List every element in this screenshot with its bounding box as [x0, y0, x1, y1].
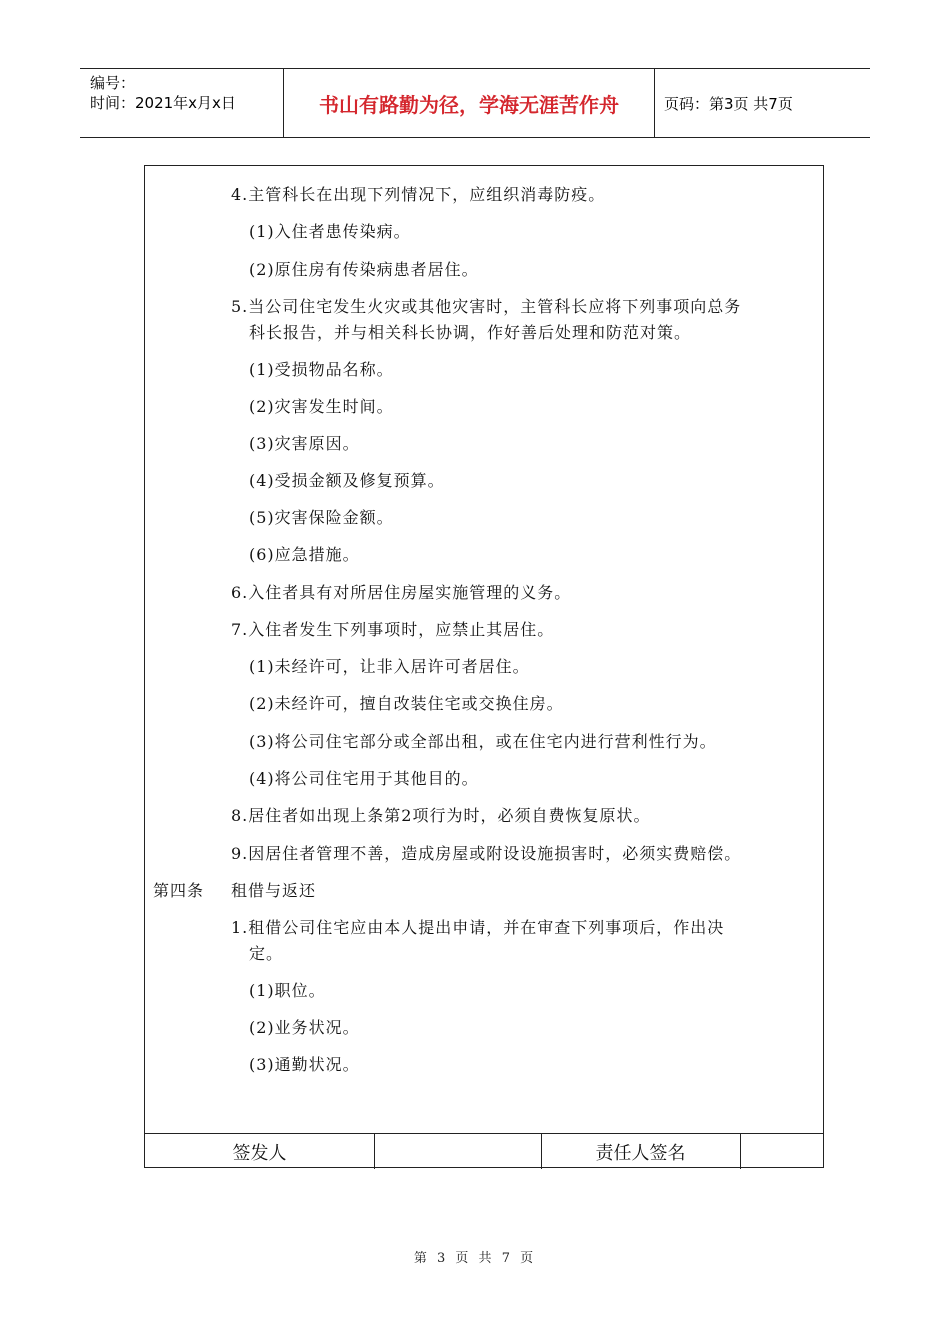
text-line: (1)未经许可，让非入居许可者居住。 — [249, 657, 530, 676]
text-line: (2)未经许可，擅自改装住宅或交换住房。 — [249, 694, 564, 713]
issuer-label: 签发人 — [232, 1142, 287, 1164]
text-line: (3)通勤状况。 — [249, 1055, 360, 1074]
header-page-label: 页码：第3页 共7页 — [664, 95, 793, 113]
header-meta — [90, 73, 280, 113]
text-line: 5.当公司住宅发生火灾或其他灾害时，主管科长应将下列事项向总务 — [231, 297, 742, 316]
page-footer: 第 3 页 共 7 页 — [413, 1251, 537, 1266]
responsible-field[interactable] — [741, 1134, 823, 1169]
text-line: 4.主管科长在出现下列情况下，应组织消毒防疫。 — [231, 185, 606, 204]
text-line: 8.居住者如出现上条第2项行为时，必须自费恢复原状。 — [231, 806, 651, 825]
text-line: (1)入住者患传染病。 — [249, 222, 411, 241]
text-line: (4)受损金额及修复预算。 — [249, 471, 445, 490]
text-line: (3)灾害原因。 — [249, 434, 360, 453]
text-line: (2)业务状况。 — [249, 1018, 360, 1037]
text-line: 7.入住者发生下列事项时，应禁止其居住。 — [231, 620, 555, 639]
text-line: 1.租借公司住宅应由本人提出申请，并在审查下列事项后，作出决 — [231, 918, 725, 937]
text-line: (4)将公司住宅用于其他目的。 — [249, 769, 479, 788]
page-header — [80, 68, 870, 138]
text-line: (5)灾害保险金额。 — [249, 508, 394, 527]
text-line: 定。 — [249, 944, 284, 963]
article-title: 租借与返还 — [231, 881, 317, 900]
text-line: 科长报告，并与相关科长协调，作好善后处理和防范对策。 — [249, 323, 692, 342]
text-line: (1)受损物品名称。 — [249, 360, 394, 379]
content-box — [144, 165, 824, 1168]
text-line: (2)灾害发生时间。 — [249, 397, 394, 416]
text-line: (3)将公司住宅部分或全部出租，或在住宅内进行营利性行为。 — [249, 732, 717, 751]
date-label: 时间：2021年x月x日 — [90, 94, 236, 112]
text-line: (2)原住房有传染病患者居住。 — [249, 260, 479, 279]
header-motto: 书山有路勤为径，学海无涯苦作舟 — [283, 69, 655, 137]
text-line: (1)职位。 — [249, 981, 326, 1000]
responsible-label: 责任人签名 — [595, 1142, 686, 1164]
signature-row — [145, 1133, 823, 1169]
text-line: (6)应急措施。 — [249, 545, 360, 564]
issuer-field[interactable] — [375, 1134, 541, 1169]
article-number: 第四条 — [153, 881, 205, 900]
number-label: 编号： — [90, 74, 136, 92]
text-line: 9.因居住者管理不善，造成房屋或附设设施损害时，必须实费赔偿。 — [231, 844, 742, 863]
text-line: 6.入住者具有对所居住房屋实施管理的义务。 — [231, 583, 572, 602]
